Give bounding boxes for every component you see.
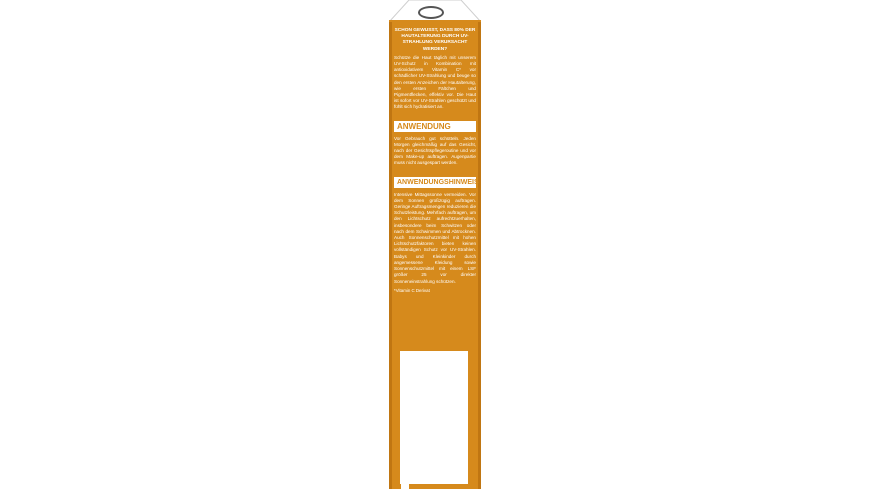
anwendung-text: Vor Gebrauch gut schütteln. Jeden Morgen gleichmäßig auf das Gesicht, nach der Gesichtspflegeroutine und vor dem Make-up auftragen. Augenpartie muss nicht ausgespart werden. <box>394 135 476 166</box>
anwendungshinweis-text: Intensive Mittagssonne vermeiden. Vor dem Sonnen großzügig auftragen. Geringe Auftragsmengen reduzieren die Schutzleistung. Mehrfach auftragen, um den Lichtschutz aufrechtzuerhalten, insbesondere beim Schwitzen oder nach dem Schwimmen und Abtrocknen. Auch Sonnenschutzmittel mit hohen Lichtschutzfaktoren bieten keinen vollständigen Schutz vor UV-Strahlen. Babys und Kleinkinder durch angemessene Kleidung sowie Sonnenschutzmittel mit einem LSF größer 25 vor direkter Sonneneinstrahlung schützen. <box>394 191 476 284</box>
footnote: *Vitamin C Derivat <box>394 287 430 293</box>
panel-content <box>394 28 479 294</box>
cap-logo-icon <box>418 6 444 19</box>
panel-headline: SCHON GEWUSST, DASS 80% DER HAUTALTERUNG DURCH UV-STRAHLUNG VERURSACHT WERDEN? <box>394 28 476 52</box>
blank-label-area <box>400 351 468 484</box>
anwendung-heading: ANWENDUNG <box>394 121 476 132</box>
bottom-flap <box>401 482 409 489</box>
anwendungshinweis-heading: ANWENDUNGSHINWEIS <box>394 177 476 188</box>
intro-text: Schütze die Haut täglich mit unserem UV-Schutz in Kombination mit antioxidativem Vitamin C* vor schädlicher UV-Strahlung und beuge so den ersten Anzeichen der Hautalterung, wie ersten Fältchen und Pigmentflecken, effektiv vor. Die Haut ist sofort vor UV-Strahlen geschützt und fühlt sich hydratisiert an. <box>394 54 476 110</box>
